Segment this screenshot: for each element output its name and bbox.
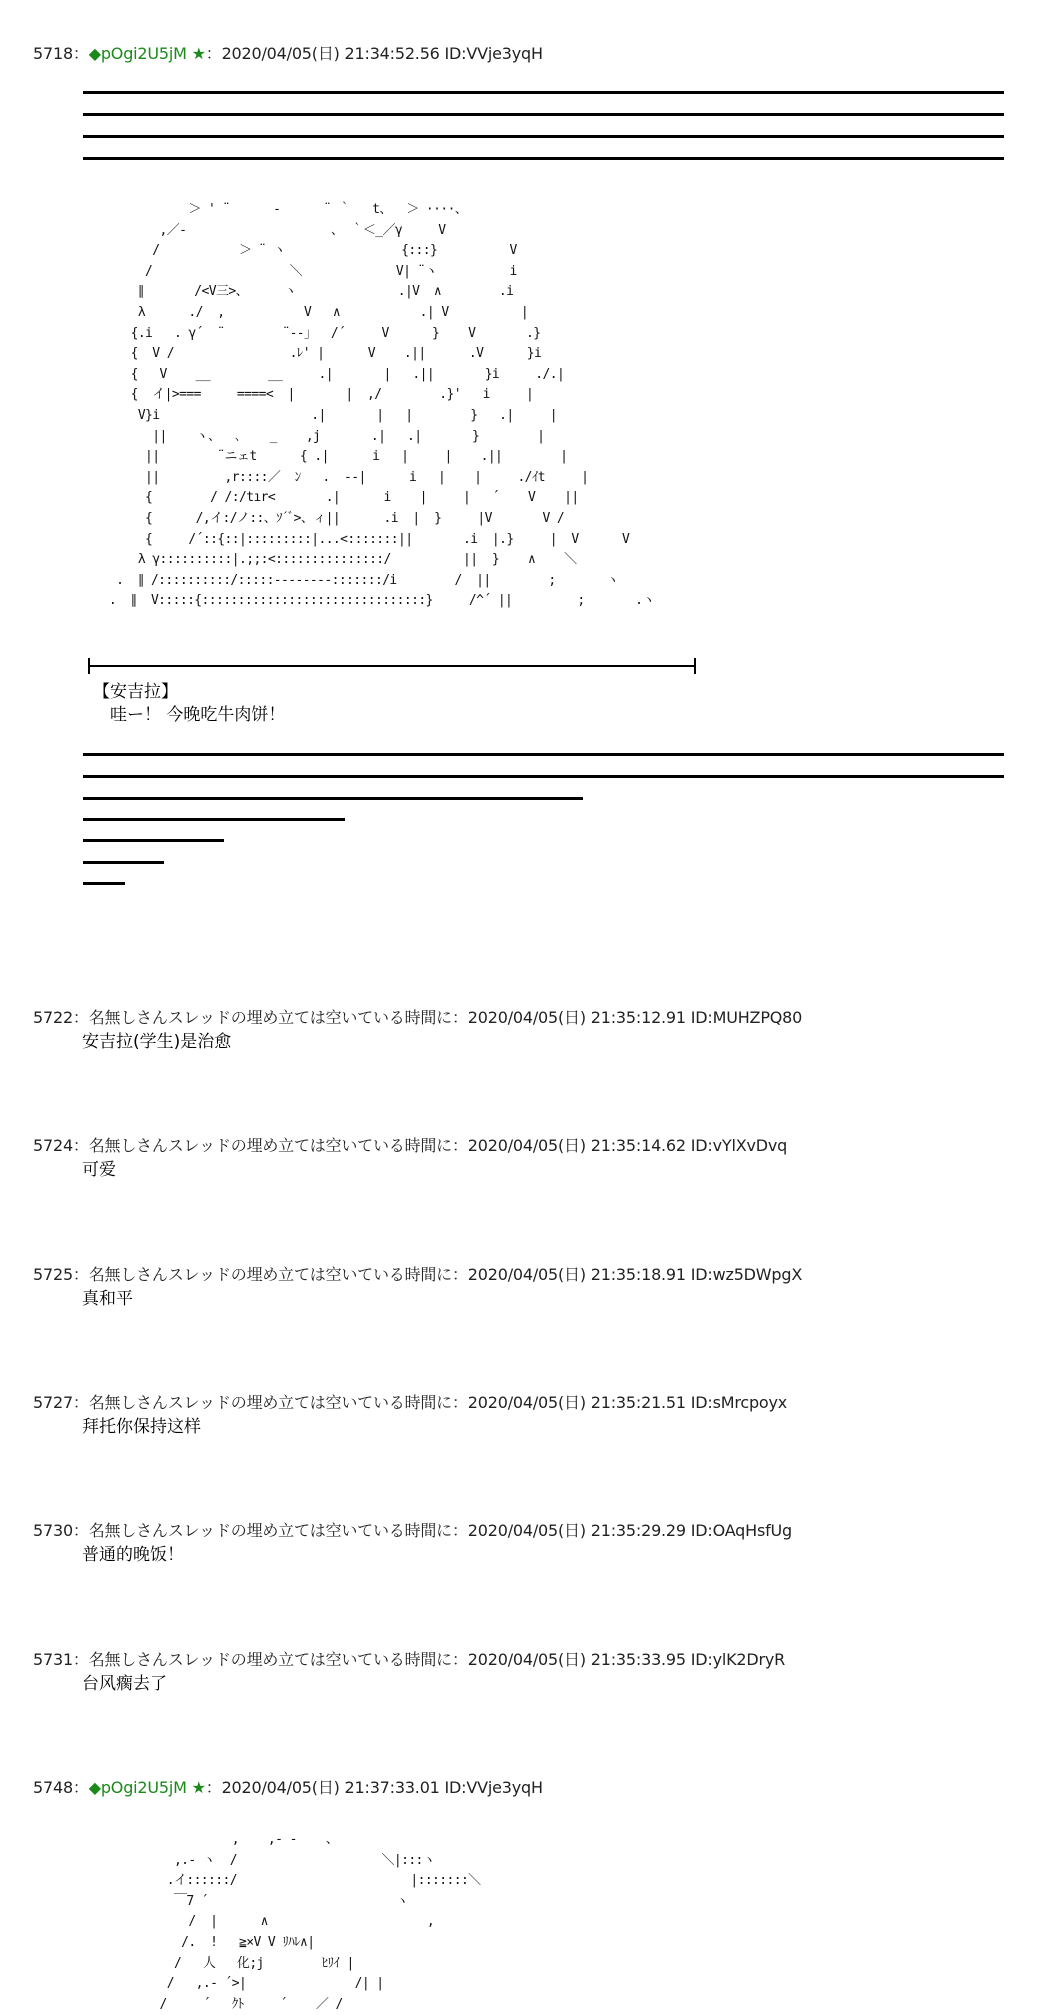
post-date-id[interactable]: 2020/04/05(日) 21:35:14.62 ID:vYlXvDvq bbox=[467, 1136, 788, 1155]
divider-line bbox=[83, 818, 345, 821]
poster-name: 名無しさんスレッドの埋め立ては空いている時間に bbox=[88, 1136, 452, 1155]
post-date-id[interactable]: 2020/04/05(日) 21:34:52.56 ID:VVje3yqH bbox=[221, 44, 543, 63]
poster-name: 名無しさんスレッドの埋め立ては空いている時間に bbox=[88, 1265, 452, 1284]
post-date-id[interactable]: 2020/04/05(日) 21:35:21.51 ID:sMrcpoyx bbox=[467, 1393, 788, 1412]
post-number: 5724 bbox=[33, 1136, 73, 1155]
measure-line bbox=[88, 665, 696, 667]
post-header: 5725：名無しさんスレッドの埋め立ては空いている時間に：2020/04/05(日) 21:35:18.91 ID:wz5DWpgX bbox=[33, 1265, 803, 1284]
ascii-art-angela: ＞ ' ¨ ‐ ¨ ｀ t、 ＞ ····、 ,／- 、 ｀＜_／γ V / ＞ ¨ ヽ {:::} V / ＼ V| ¨ヽ i ∥ /<V三>、 ヽ .|V ∧ .i λ ./ , V ∧ .| V | {.i . γ´ ¨ ¨‐-」 /´ V } V .} { V / .ﾚ' | V .|| .V }i { V __ __ .| | .|| }i ./.| { イ|>=== ====< | | ,/ .}' i | V}i .| | | } .| | || ヽ、 ､ _ ,j .| .| } | || ¨ニェt { .| i | | .|| | || ,r::::／ ﾝ . ‐-| i | | ./ｲt | { / /:/tır< .| i | | ´ V || { /,イ:/ノ::、ｿ´ﾞ>、ィ|| .i | } |V V / { /´::{::|:::::::::|...<:::::::|| .i |.} | V V λ γ::::::::::|.;;:<:::::::::::::::/ || } ∧ ＼ . ∥ /::::::::::/:::::----‐‐‐‐:::::::/i / || ; ヽ . ∥ V:::::{:::::::::::::::::::::::::::::::} /^´ || ; .ヽ bbox=[108, 202, 655, 609]
tripcode[interactable]: ◆pOgi2U5jM ★ bbox=[88, 1778, 206, 1797]
post-date-id[interactable]: 2020/04/05(日) 21:35:18.91 ID:wz5DWpgX bbox=[467, 1265, 803, 1284]
poster-name: 名無しさんスレッドの埋め立ては空いている時間に bbox=[88, 1008, 452, 1027]
measure-cap bbox=[88, 658, 90, 674]
post-body: 普通的晚饭！ bbox=[82, 1545, 184, 1565]
post-number: 5725 bbox=[33, 1265, 73, 1284]
tripcode[interactable]: ◆pOgi2U5jM ★ bbox=[88, 44, 206, 63]
divider-line bbox=[83, 113, 1004, 116]
post-header: 5718：◆pOgi2U5jM ★：2020/04/05(日) 21:34:52.56 ID:VVje3yqH bbox=[33, 44, 543, 63]
post-date-id[interactable]: 2020/04/05(日) 21:35:12.91 ID:MUHZPQ80 bbox=[467, 1008, 803, 1027]
caption-line: 哇ー！ 今晚吃牛肉饼！ bbox=[110, 705, 286, 725]
divider-line bbox=[83, 839, 224, 842]
post-date-id[interactable]: 2020/04/05(日) 21:35:33.95 ID:ylK2DryR bbox=[467, 1650, 786, 1669]
post-header: 5730：名無しさんスレッドの埋め立ては空いている時間に：2020/04/05(日) 21:35:29.29 ID:OAqHsfUg bbox=[33, 1521, 793, 1540]
post-body: 安吉拉(学生)是治愈 bbox=[82, 1032, 232, 1052]
divider-line bbox=[83, 753, 1004, 756]
post-header: 5724：名無しさんスレッドの埋め立ては空いている時間に：2020/04/05(日) 21:35:14.62 ID:vYlXvDvq bbox=[33, 1136, 788, 1155]
post-body: 拜托你保持这样 bbox=[82, 1417, 201, 1437]
poster-name: 名無しさんスレッドの埋め立ては空いている時間に bbox=[88, 1521, 452, 1540]
divider-line bbox=[83, 797, 583, 800]
post-header: 5748：◆pOgi2U5jM ★：2020/04/05(日) 21:37:33.01 ID:VVje3yqH bbox=[33, 1778, 543, 1797]
post-date-id[interactable]: 2020/04/05(日) 21:35:29.29 ID:OAqHsfUg bbox=[467, 1521, 793, 1540]
post-header: 5722：名無しさんスレッドの埋め立ては空いている時間に：2020/04/05(日) 21:35:12.91 ID:MUHZPQ80 bbox=[33, 1008, 803, 1027]
post-body: 可爱 bbox=[82, 1160, 116, 1180]
post-number: 5722 bbox=[33, 1008, 73, 1027]
post-number: 5731 bbox=[33, 1650, 73, 1669]
divider-line bbox=[83, 135, 1004, 138]
post-header: 5727：名無しさんスレッドの埋め立ては空いている時間に：2020/04/05(日) 21:35:21.51 ID:sMrcpoyx bbox=[33, 1393, 788, 1412]
post-header: 5731：名無しさんスレッドの埋め立ては空いている時間に：2020/04/05(日) 21:35:33.95 ID:ylK2DryR bbox=[33, 1650, 786, 1669]
post-number: 5730 bbox=[33, 1521, 73, 1540]
post-number: 5727 bbox=[33, 1393, 73, 1412]
divider-line bbox=[83, 157, 1004, 160]
divider-line bbox=[83, 861, 164, 864]
post-number: 5718 bbox=[33, 44, 73, 63]
divider-line bbox=[83, 775, 1004, 778]
divider-line bbox=[83, 882, 125, 885]
ascii-art-character: , ,- ‐ 、 ,.- ヽ / ＼|:::ヽ .イ::::::/ |:::::::＼ ￣7 ´ ヽ / | ∧ , /. ! ≧×V V ﾘﾊﾚ∧| / 人 化;j ﾋﾘｲ | / ,.- ´>| /| | / ´ ｸﾄ ´ ／ / bbox=[159, 1832, 481, 2012]
measure-cap bbox=[694, 658, 696, 674]
post-body: 台风瘸去了 bbox=[82, 1674, 167, 1694]
poster-name: 名無しさんスレッドの埋め立ては空いている時間に bbox=[88, 1393, 452, 1412]
divider-line bbox=[83, 91, 1004, 94]
caption-speaker: 【安吉拉】 bbox=[93, 682, 178, 702]
post-body: 真和平 bbox=[82, 1289, 133, 1309]
post-number: 5748 bbox=[33, 1778, 73, 1797]
poster-name: 名無しさんスレッドの埋め立ては空いている時間に bbox=[88, 1650, 452, 1669]
post-date-id[interactable]: 2020/04/05(日) 21:37:33.01 ID:VVje3yqH bbox=[221, 1778, 543, 1797]
